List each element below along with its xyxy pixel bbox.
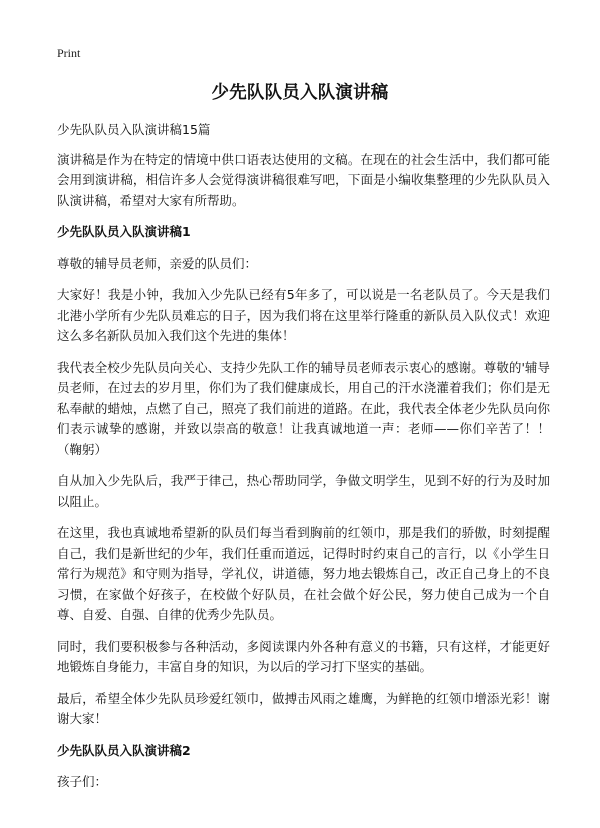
paragraph-greeting: 孩子们：	[57, 774, 108, 789]
paragraph: 自从加入少先队后，我严于律己，热心帮助同学，争做文明学生，见到不好的行为及时加以阻止。	[57, 473, 550, 509]
document-title: 少先队队员入队演讲稿	[211, 83, 389, 103]
paragraph: 同时，我们要积极参与各种活动，多阅读课内外各种有意义的书籍，只有这样，才能更好地锻炼自身能力，丰富自身的知识，为以后的学习打下坚实的基础。	[57, 638, 550, 674]
paragraph: 最后，希望全体少先队员珍爱红领巾，做搏击风雨之雄鹰，为鲜艳的红领巾增添光彩！谢谢大家！	[57, 690, 550, 726]
paragraph: 大家好！我是小钟，我加入少先队已经有5年多了，可以说是一名老队员了。今天是我们北港小学所有少先队员难忘的日子，因为我们将在这里举行隆重的新队员入队仪式！欢迎这么多名新队员加入我们这个先进的集体！	[57, 287, 550, 343]
intro-paragraph: 演讲稿是作为在特定的情境中供口语表达使用的文稿。在现在的社会生活中，我们都可能会用到演讲稿，相信许多人会觉得演讲稿很难写吧，下面是小编收集整理的少先队队员入队演讲稿，希望对大家有所帮助。	[57, 151, 550, 208]
document-body	[57, 120, 550, 804]
section-heading-1: 少先队队员入队演讲稿1	[57, 224, 191, 239]
paragraph: 我代表全校少先队员向关心、支持少先队工作的辅导员老师表示衷心的感谢。尊敬的'辅导员老师，在过去的岁月里，你们为了我们健康成长，用自己的汗水浇灌着我们；你们是无私奉献的蜡烛，点燃了自己，照亮了我们前进的道路。在此，我代表全体老少先队员向你们表示诚挚的感谢，并致以崇高的敬意！让我真诚地道一声：老师——你们辛苦了！！（鞠躬）	[57, 359, 550, 457]
print-link[interactable]: Print	[57, 46, 81, 60]
document-subtitle: 少先队队员入队演讲稿15篇	[57, 122, 211, 137]
paragraph: 在这里，我也真诚地希望新的队员们每当看到胸前的红领巾，那是我们的骄傲，时刻提醒自己，我们是新世纪的少年，我们任重而道远，记得时时约束自己的言行，以《小学生日常行为规范》和守则为指导，学礼仪，讲道德，努力地去锻炼自己，改正自己身上的不良习惯，在家做个好孩子，在校做个好队员，在社会做个好公民，努力使自己成为一个自尊、自爱、自强、自律的优秀少先队员。	[57, 525, 550, 622]
section-heading-2: 少先队队员入队演讲稿2	[57, 742, 191, 758]
paragraph-greeting: 尊敬的辅导员老师，亲爱的队员们：	[57, 255, 258, 271]
